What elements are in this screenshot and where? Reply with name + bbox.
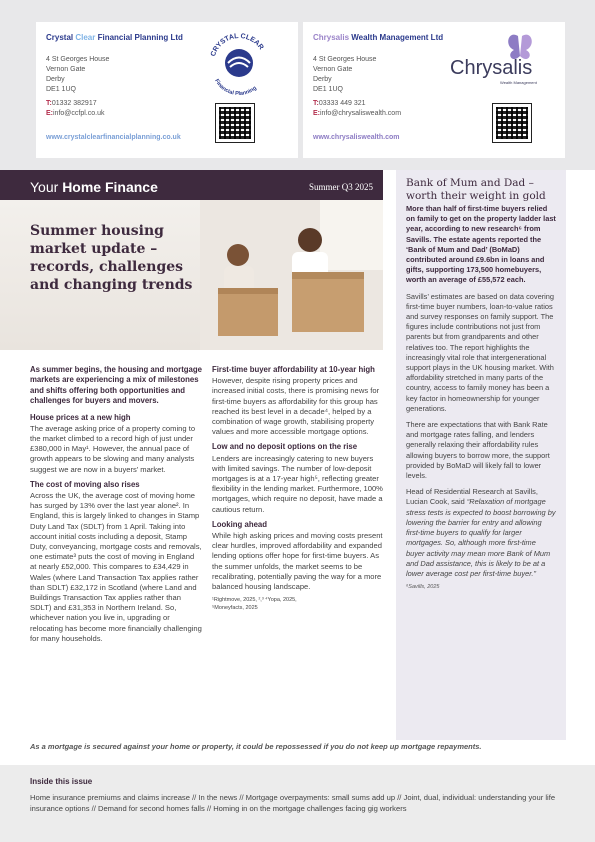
sidebar-paragraph: Savills’ estimates are based on data covering first-time buyer numbers, loan-to-value ratios and survey responses on family support. The figures include contributions not just from parents but from grandparents and other relatives too. The report highlights the increasingly vital role that intergenerational support plays in the UK housing market. With affordability stretched in many parts of the country, access to family money has been a key factor in homeownership for younger generations. <box>406 291 555 413</box>
website-link[interactable]: www.crystalclearfinancialplanning.co.uk <box>46 134 181 141</box>
references: ¹Rightmove, 2025, ²,³ ⁴Yopa, 2025, ⁵Moneyfacts, 2025 <box>212 597 297 612</box>
hero-banner <box>0 200 383 350</box>
sidebar-footnote: ⁶Savills, 2025 <box>406 584 440 591</box>
section-text: However, despite rising property prices and increased initial costs, there is promising news for first-time buyers as affordability for this group has reached its best level in a decade⁴, helped by a combination of wage growth, stabilising property values and more accessible mortgage options. <box>212 376 380 437</box>
section-heading: First-time buyer affordability at 10-year high <box>212 365 375 374</box>
firm-name: Crystal Clear Financial Planning Ltd <box>46 33 183 42</box>
sidebar-quote-paragraph: Head of Residential Research at Savills, Lucian Cook, said “Relaxation of mortgage stress tests is expected to boost borrowing by lowering the barrier for entry and allowing first-time buyers to qualify for larger mortgages. So, although more first-time buyer activity may mean more Bank of Mum and Dad assistance, this is likely to be at a lower average cost per first-time buyer.” <box>406 487 556 578</box>
adviser-header <box>0 0 595 170</box>
section-text: Across the UK, the average cost of moving home has surged by 13% over the last year alone². In England, this is largely linked to changes in Stamp Duty Land Tax (SDLT) from 1 April. Taking into account initial costs including a deposit, Stamp Duty, conveyancing, mortgage costs and removals, one estimate³ puts the cost of moving in England at nearly £52,000. This compares to £34,429 in Wales (where Land Transaction Tax applies rather than SDLT) £32,172 in Scotland (where Land and Buildings Transaction Tax applies rather than SDLT) and £31,353 in Northern Ireland. So, whichever nation you live in, upgrading or relocating has become more financially challenging for many households. <box>30 491 202 643</box>
firm-address: 4 St Georges House Vernon Gate Derby DE1 1UQ <box>46 56 110 93</box>
sidebar-lead: More than half of first-time buyers relied on family to get on the property ladder last year, according to new research⁶ from Savills. The estate agents reported the ‘Bank of Mum and Dad’ (BoMaD) contributed around £9.6bn in loans and gifts, supporting 173,500 homebuyers, worth an average of £55,572 each. <box>406 204 556 285</box>
section-text: While high asking prices and moving costs present clear hurdles, improved affordability and expanded lending options offer hope for first-time buyers. As the summer unfolds, the market seems to be recalibrating, potentially paving the way for a more balanced housing landscape. <box>212 531 383 592</box>
section-heading: Low and no deposit options on the rise <box>212 442 358 452</box>
footer-heading: Inside this issue <box>30 777 93 786</box>
section-text: The average asking price of a property coming to the market climbed to a record high of just under £380,000 in May¹. However, the annual pace of growth appears to be slowing and many analysts suggest we are now in a buyers’ market. <box>30 423 196 474</box>
email-link[interactable]: info@chrysaliswealth.com <box>320 110 402 117</box>
svg-text:Wealth Management: Wealth Management <box>500 80 537 85</box>
firm-contact: T:01332 382917 E:info@ccfpl.co.uk <box>46 100 105 117</box>
article-intro: As summer begins, the housing and mortgage markets are experiencing a mix of milestones and shifts offering both opportunities and challenges for buyers and movers. <box>30 365 202 406</box>
newsletter-title: Your Home Finance <box>30 179 158 195</box>
qr-code[interactable] <box>493 104 531 142</box>
risk-warning: As a mortgage is secured against your home or property, it could be repossessed if you do not keep up mortgage repayments. <box>30 742 482 751</box>
footer-contents-list: Home insurance premiums and claims increase // In the news // Mortgage overpayments: small sums add up // Joint, dual, individual: understanding your life insurance options // Demand for second homes falls // Homing in on the mortgage challenges facing gig workers <box>30 793 556 813</box>
qr-code[interactable] <box>216 104 254 142</box>
svg-text:CRYSTAL CLEAR: CRYSTAL CLEAR <box>209 32 265 58</box>
sidebar-bank-of-mum-and-dad <box>396 170 566 740</box>
svg-text:Financial Planning: Financial Planning <box>213 78 258 98</box>
sidebar-paragraph: There are expectations that with Bank Rate and mortgage rates falling, and lenders generally relaxing their affordability rules allowing buyers to borrow more, the support provided by BoMaD will likely fall to lower levels. <box>406 420 550 481</box>
sidebar-title: Bank of Mum and Dad – worth their weight in gold <box>406 177 546 202</box>
chrysalis-logo <box>448 28 548 88</box>
website-link[interactable]: www.chrysaliswealth.com <box>313 134 400 141</box>
masthead <box>0 170 383 200</box>
couple-with-boxes-image <box>200 200 383 350</box>
crystal-clear-logo <box>204 28 274 98</box>
phone-link[interactable]: 01332 382917 <box>51 100 97 107</box>
inside-this-issue <box>0 765 595 842</box>
issue-date: Summer Q3 2025 <box>309 182 373 192</box>
section-heading: Looking ahead <box>212 519 268 529</box>
firm-address: 4 St Georges House Vernon Gate Derby DE1 1UQ <box>313 56 377 93</box>
firm-contact: T:03333 449 321 E:info@chrysaliswealth.com <box>313 100 402 117</box>
article-column-2 <box>212 365 384 612</box>
email-link[interactable]: info@ccfpl.co.uk <box>53 110 105 117</box>
svg-text:Chrysalis: Chrysalis <box>450 57 533 79</box>
section-heading: House prices at a new high <box>30 412 131 422</box>
adviser-card-crystal-clear <box>36 22 298 158</box>
lead-article-title: Summer housing market update – records, challenges and changing trends <box>30 223 193 293</box>
adviser-card-chrysalis <box>303 22 565 158</box>
firm-name: Chrysalis Wealth Management Ltd <box>313 33 444 42</box>
article-column-1 <box>30 365 202 644</box>
phone-link[interactable]: 03333 449 321 <box>318 100 366 107</box>
section-heading: The cost of moving also rises <box>30 479 140 489</box>
section-text: Lenders are increasingly catering to new buyers with limited savings. The number of low-deposit mortgages is at a 17-year high⁵, reflecting greater flexibility in the lending market. Furthermore, 100% mortgages, which require no deposit, have made a cautious return. <box>212 453 383 514</box>
